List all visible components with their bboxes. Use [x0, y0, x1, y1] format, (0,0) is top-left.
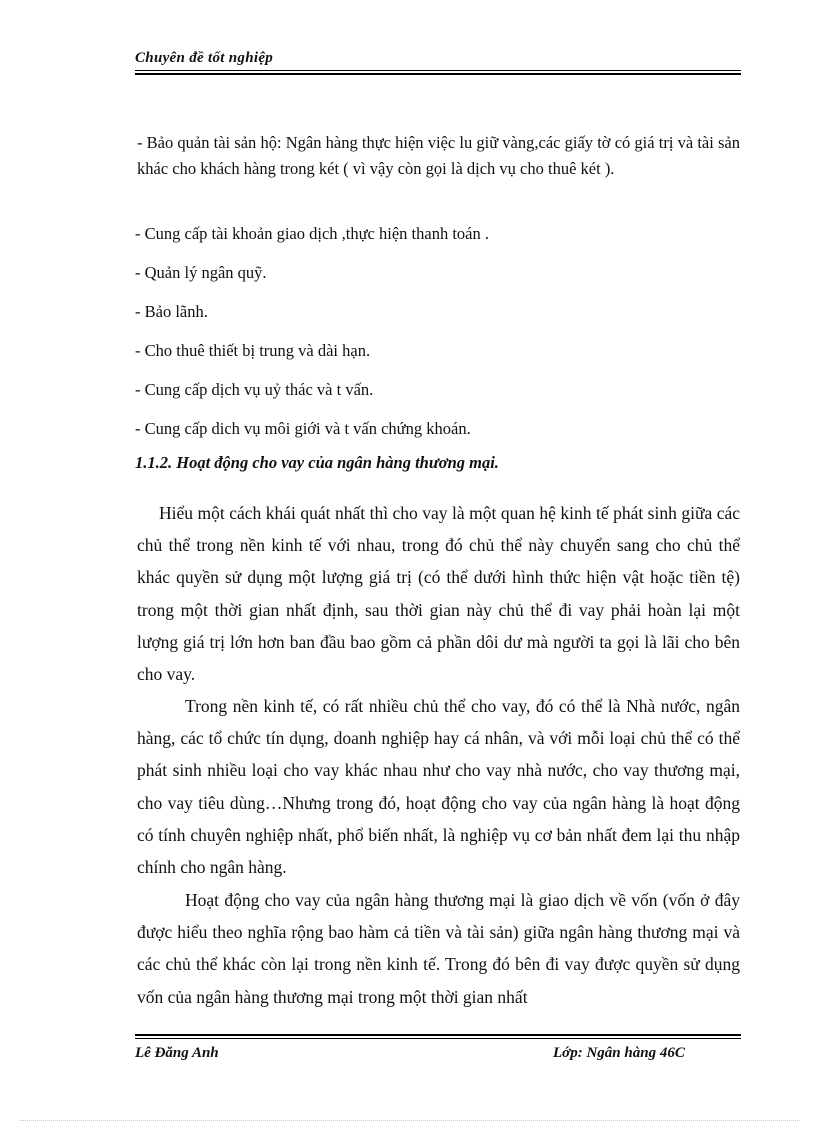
bullet-item: - Bảo lãnh.: [135, 302, 208, 321]
body-paragraph: Hiểu một cách khái quát nhất thì cho vay là một quan hệ kinh tế phát sinh giữa các chủ thể trong nền kinh tế với nhau, trong đó chủ thể này chuyển sang cho chủ thể khác quyền sử dụng một lượng giá trị (có thể dưới hình thức hiện vật hoặc tiền tệ) trong một thời gian nhất định, sau thời gian này chủ thể đi vay phải hoàn lại một lượng giá trị lớn hơn ban đầu bao gồm cả phần dôi dư mà người ta gọi là lãi cho bên cho vay.: [137, 503, 740, 685]
footer-rule-top: [135, 1034, 741, 1036]
section-heading: 1.1.2. Hoạt động cho vay của ngân hàng thương mại.: [135, 453, 499, 472]
footer-rule-bottom: [135, 1038, 741, 1039]
body-paragraph: Hoạt động cho vay của ngân hàng thương mại là giao dịch về vốn (vốn ở đây được hiểu theo nghĩa rộng bao hàm cả tiền và tài sản) giữa ngân hàng thương mại và các chủ thể khác còn lại trong nền kinh tế. Trong đó bên đi vay được quyền sử dụng vốn của ngân hàng thương mại trong một thời gian nhất: [137, 890, 740, 1007]
header-rule-bottom: [135, 73, 741, 75]
bullet-item: - Cung cấp dich vụ môi giới và t vấn chứng khoán.: [135, 419, 471, 438]
bullet-item: - Cho thuê thiết bị trung và dài hạn.: [135, 341, 371, 360]
bullet-item: - Cung cấp tài khoản giao dịch ,thực hiện thanh toán .: [135, 224, 489, 243]
body-paragraph: Trong nền kinh tế, có rất nhiều chủ thể cho vay, đó có thể là Nhà nước, ngân hàng, các tổ chức tín dụng, doanh nghiệp hay cá nhân, và với mỗi loại chủ thể có thể phát sinh nhiều loại cho vay khác nhau như cho vay nhà nước, cho vay thương mại, cho vay tiêu dùng…Nhưng trong đó, hoạt động cho vay của ngân hàng là hoạt động có tính chuyên nghiệp nhất, phổ biến nhất, là nghiệp vụ cơ bản nhất đem lại thu nhập chính cho ngân hàng.: [137, 696, 740, 878]
footer-class: Lớp: Ngân hàng 46C: [553, 1045, 685, 1061]
footer-author: Lê Đăng Anh: [135, 1045, 219, 1061]
bullet-item: - Quản lý ngân quỹ.: [135, 263, 267, 282]
header-rule-top: [135, 70, 741, 71]
bullet-item: - Cung cấp dịch vụ uỷ thác và t vấn.: [135, 380, 374, 399]
header-title: Chuyên đề tốt nghiệp: [135, 50, 274, 66]
intro-paragraph: - Bảo quản tài sản hộ: Ngân hàng thực hiện việc lu giữ vàng,các giấy tờ có giá trị và tài sản khác cho khách hàng trong két ( vì vậy còn gọi là dịch vụ cho thuê két ).: [137, 133, 740, 178]
page-edge-dots: [20, 1120, 800, 1121]
